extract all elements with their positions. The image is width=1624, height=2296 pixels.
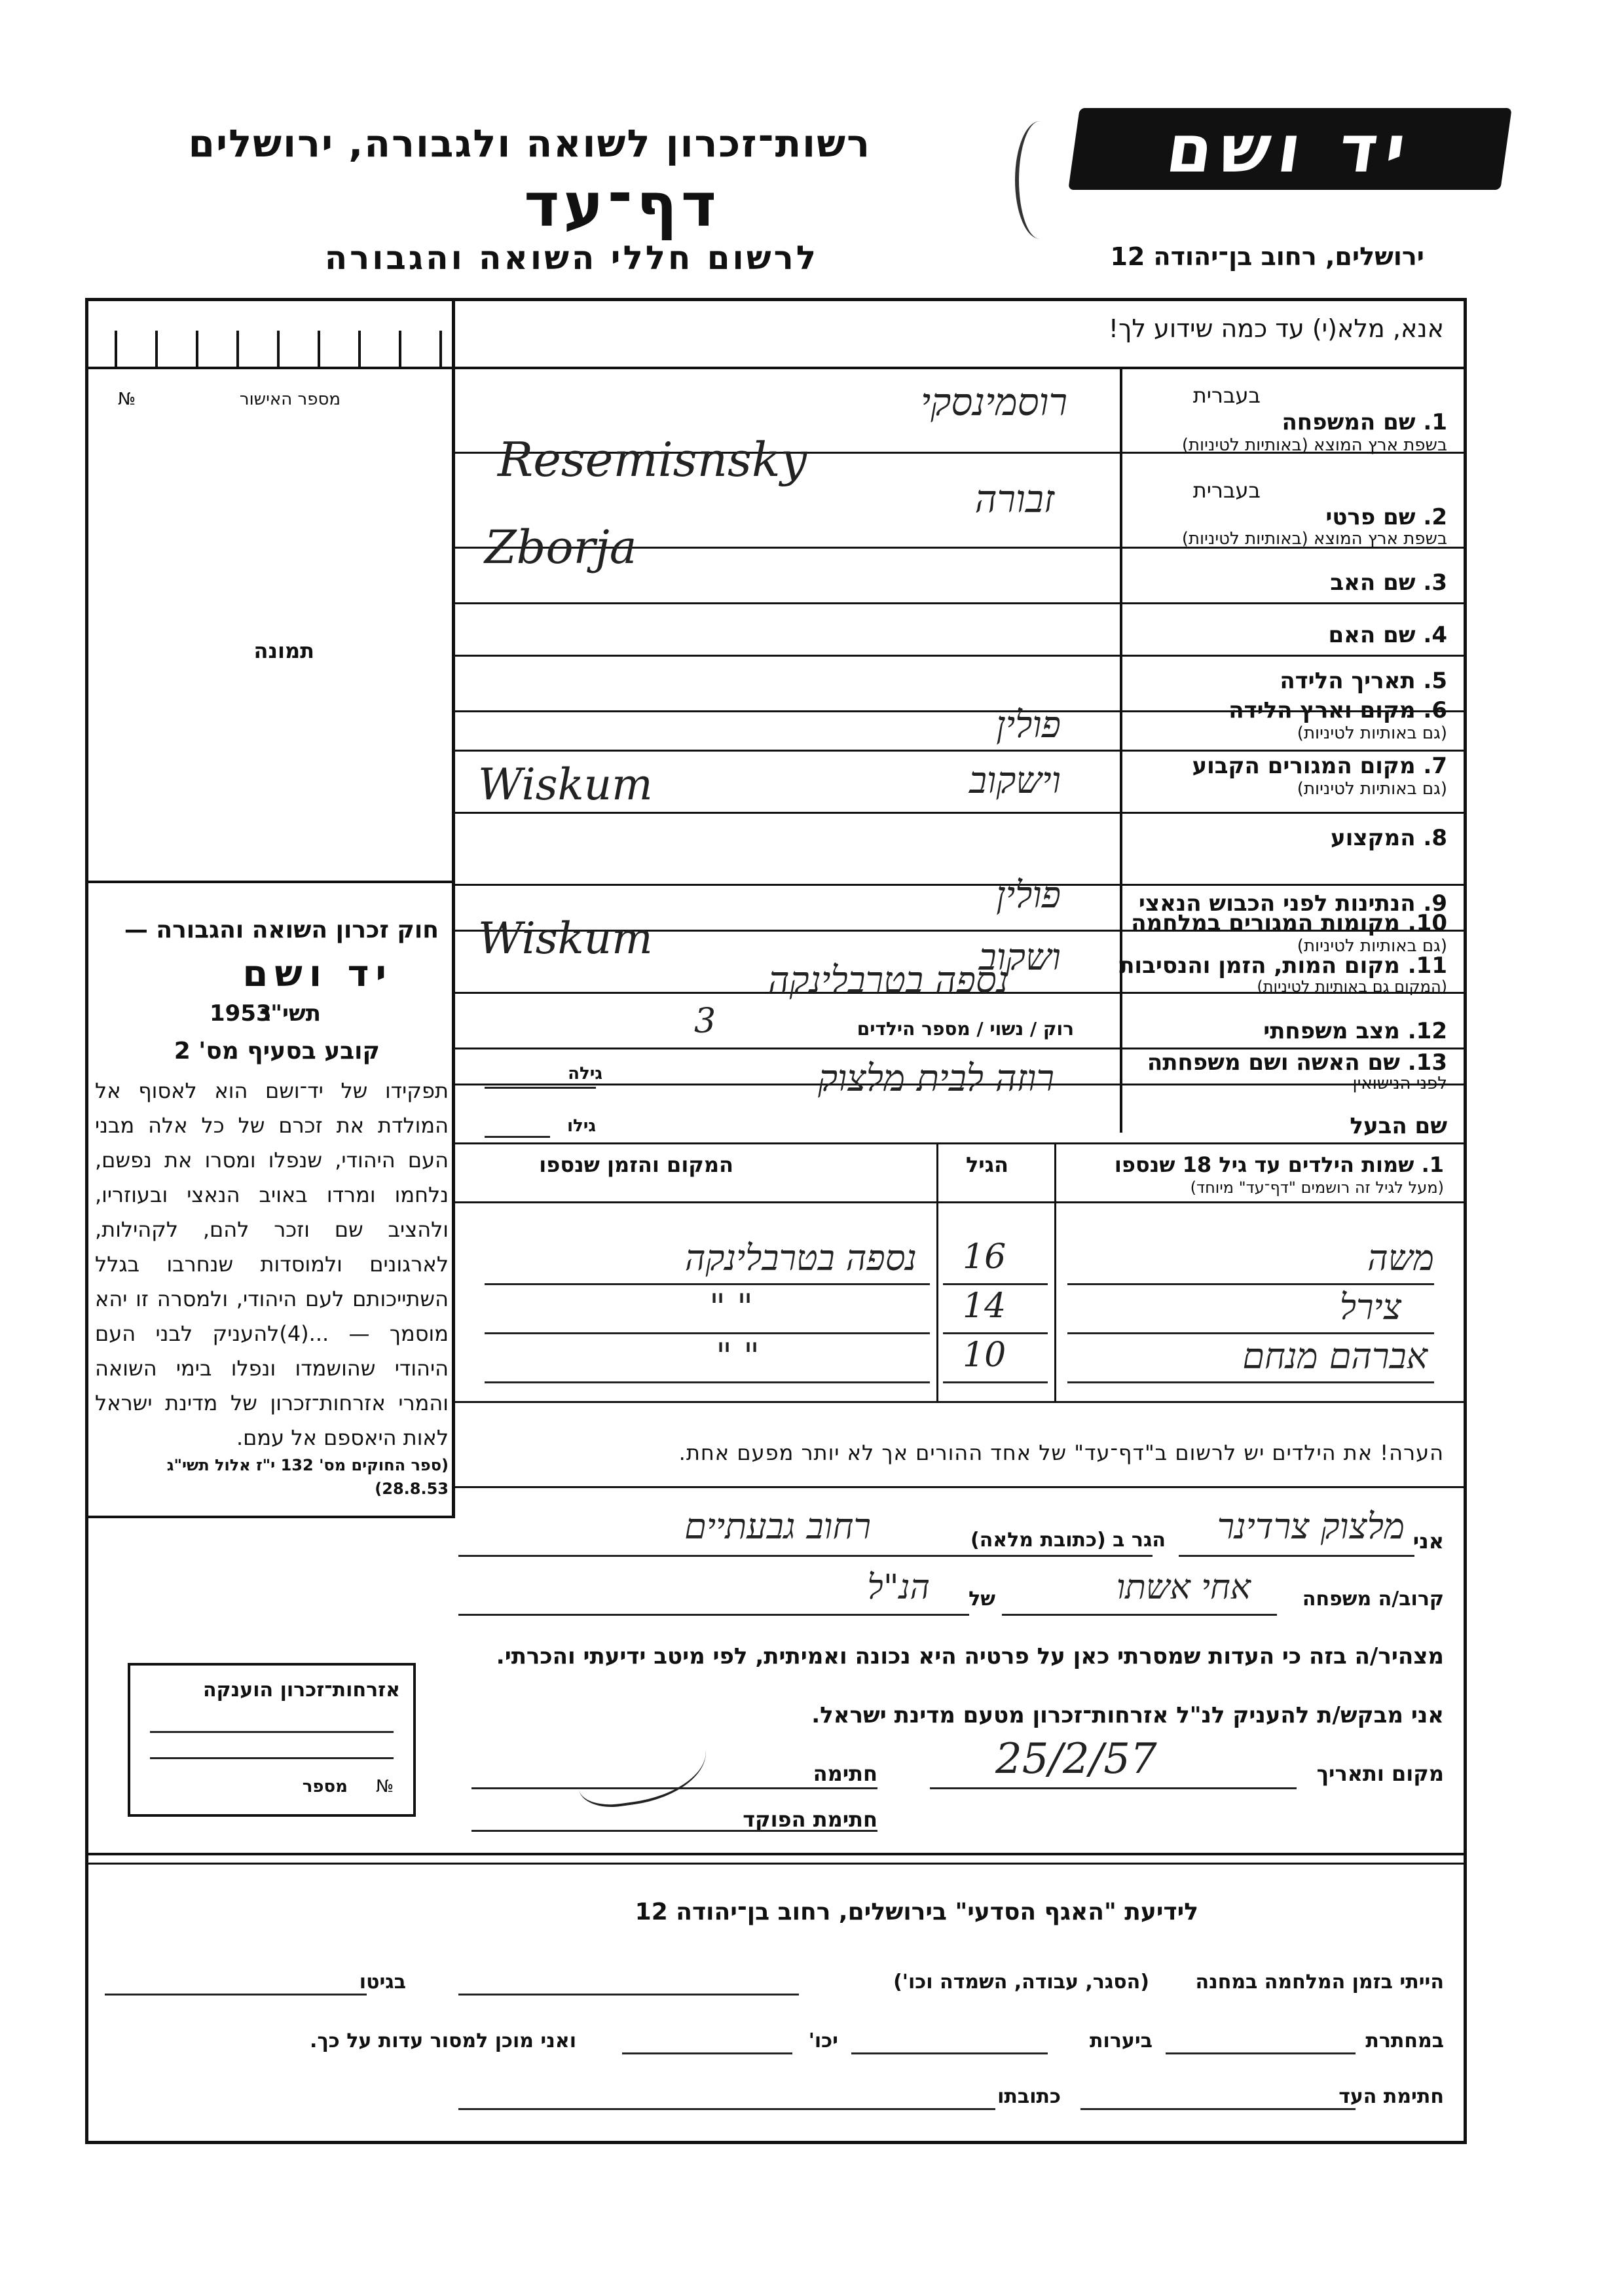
footer-line3-a: חתימת העד xyxy=(1338,2085,1444,2108)
field-1-label: 1. שם המשפחה xyxy=(1282,409,1447,435)
nationality-hebrew[interactable]: פולין xyxy=(996,874,1061,917)
law-year: 1953 xyxy=(210,1000,272,1027)
field-13-label: 13. שם האשה ושם משפחתה xyxy=(1147,1049,1447,1076)
yad-vashem-logo xyxy=(1068,108,1512,190)
citizenship-box-title: אזרחות־זכרון הוענקה xyxy=(202,1679,400,1702)
of-label: של xyxy=(969,1588,995,1611)
declarant-address[interactable]: רחוב גבעתיים xyxy=(684,1506,871,1547)
declarant-name[interactable]: מלצוק צרדינר xyxy=(1217,1506,1405,1547)
residence-hebrew[interactable]: וישקוב xyxy=(969,759,1061,802)
logo-swoosh-icon xyxy=(1015,121,1065,239)
husband-label: שם הבעל xyxy=(1350,1113,1447,1139)
surname-hebrew[interactable]: רוסמינסקי xyxy=(920,380,1067,424)
footer-line1-a: הייתי בזמן המלחמה במחנה xyxy=(1195,1971,1444,1994)
authority-title: רשות־זכרון לשואה ולגבורה, ירושלים xyxy=(188,121,871,166)
family-status-options: רוק / נשוי / מספר הילדים xyxy=(857,1018,1074,1040)
child-3-name[interactable]: אברהם מנחם xyxy=(1242,1336,1428,1377)
field-10-sub: (גם באותיות לטיניות) xyxy=(1297,936,1447,956)
place-date-label: מקום ותאריך xyxy=(1316,1761,1444,1786)
firstname-latin[interactable]: Zborja xyxy=(485,520,637,574)
declarant-address-label: הגר ב (כתובת מלאה) xyxy=(970,1529,1166,1552)
law-citation: (ספר החוקים מס' 132 י"ז אלול תשי"ג 28.8.53) xyxy=(166,1456,449,1498)
child-2-age[interactable]: 14 xyxy=(963,1286,1006,1326)
children-note: הערה! את הילדים יש לרשום ב"דף־עד" של אחד ההורים אך לא יותר מפעם אחת. xyxy=(678,1440,1444,1465)
field-2-lang: בעברית xyxy=(1192,478,1261,503)
relation-label: קרוב/ה משפחה xyxy=(1302,1588,1444,1611)
child-1-place[interactable]: נספה בטרבלינקה xyxy=(684,1237,917,1279)
child-1-age[interactable]: 16 xyxy=(963,1237,1006,1277)
form-title: דף־עד xyxy=(524,170,720,240)
citizenship-box xyxy=(128,1663,416,1817)
footer-line2-c: יכו' xyxy=(808,2030,838,2052)
request-text: אני מבקש/ת להעניק לנ"ל אזרחות־זכרון מטעם מדינת ישראל. xyxy=(811,1702,1444,1728)
official-signature-label: חתימת הפוקד xyxy=(743,1807,877,1832)
husband-age-label: גילו xyxy=(567,1116,596,1136)
instruction-text: אנא, מלא(י) עד כמה שידוע לך! xyxy=(1108,314,1444,343)
field-5-label: 5. תאריך הלידה xyxy=(1280,668,1447,694)
child-1-name[interactable]: משה xyxy=(1367,1237,1434,1279)
child-3-place[interactable]: " " xyxy=(716,1336,760,1377)
children-count[interactable]: 3 xyxy=(694,1002,716,1041)
field-11-label: 11. מקום המות, הזמן והנסיבות xyxy=(1119,953,1447,979)
relation-value[interactable]: אחי אשתו xyxy=(1116,1568,1251,1607)
law-section: קובע בסעיף מס' 2 xyxy=(174,1038,380,1065)
form-subtitle: לרשום חללי השואה והגבורה xyxy=(324,239,819,277)
field-4-label: 4. שם האם xyxy=(1328,622,1447,648)
logo-text: יד ושם xyxy=(1162,111,1418,187)
field-11-sub: (המקום גם באותיות לטיניות) xyxy=(1257,977,1447,996)
footer-line2-d: ואני מוכן למסור עדות על כך. xyxy=(310,2030,576,2052)
child-2-place[interactable]: " " xyxy=(709,1286,753,1328)
child-3-age[interactable]: 10 xyxy=(963,1336,1006,1375)
law-text: תפקידו של יד־ושם הוא לאסוף אל המולדת את זכרם של כל אלה מבני העם היהודי, שנפלו ומסרו את נפשם, נלחמו ומרדו באויב הנאצי ובעוזריו, ולהציב שם וזכר להם, לקהילות, לארגונים ולמוסדות שנחרבו בגלל השתייכותם לעם היהודי, ולמסרה זו יהא מוסמך — ...(4)להעניק לבני העם היהודי שהושמדו ונפלו בימי השואה והמרי אזרחות־זכרון של מדינת ישראל לאות היאספם אל עמם. xyxy=(95,1078,449,1450)
law-title: חוק זכרון השואה והגבורה — xyxy=(124,917,439,943)
footer-line3-b: כתובתו xyxy=(997,2085,1061,2108)
children-subtitle: (מעל לגיל זה רושמים "דף־עד" מיוחד) xyxy=(1190,1178,1444,1197)
footer-line1-c: בגיטו xyxy=(359,1971,406,1994)
field-1-lang: בעברית xyxy=(1192,383,1261,408)
wife-age-label: גילה xyxy=(568,1064,602,1084)
footer-line2-a: במחתרת xyxy=(1365,2030,1444,2052)
field-7-label: 7. מקום המגורים הקבוע xyxy=(1192,753,1447,779)
wartime-residence-latin[interactable]: Wiskum xyxy=(478,913,653,964)
footer-title: לידיעת "האגף הסדעי" בירושלים, רחוב בן־יהודה 12 xyxy=(635,1899,1198,1925)
field-10-label: 10. מקומות המגורים במלחמה xyxy=(1131,910,1447,936)
of-value[interactable]: הנ"ל xyxy=(867,1568,930,1607)
field-13-sub: לפני הנישואין xyxy=(1352,1074,1447,1093)
declarant-i-label: אני xyxy=(1412,1529,1444,1554)
firstname-hebrew[interactable]: זבורה xyxy=(974,477,1054,521)
footer-line2-b: ביערות xyxy=(1090,2030,1153,2052)
children-title: 1. שמות הילדים עד גיל 18 שנספו xyxy=(1114,1152,1444,1177)
citizenship-box-number: מספר xyxy=(302,1777,348,1796)
field-8-label: 8. המקצוע xyxy=(1331,825,1447,851)
field-2-sub: בשפת ארץ המוצא (באותיות לטיניות) xyxy=(1181,529,1447,549)
field-6-label: 6. מקום וארץ הלידה xyxy=(1228,697,1447,723)
wartime-residence-hebrew[interactable]: ושקוב xyxy=(978,936,1061,979)
number-sign-icon: № xyxy=(375,1777,394,1796)
children-age-header: הגיל xyxy=(965,1152,1008,1177)
reg-number-boxes xyxy=(115,331,442,369)
footer-line1-b: (הסגר, עבודה, השמדה וכו') xyxy=(893,1971,1149,1994)
declaration-date[interactable]: 25/2/57 xyxy=(995,1735,1157,1783)
field-7-sub: (גם באותיות לטיניות) xyxy=(1297,779,1447,799)
number-sign-icon: № xyxy=(118,390,136,409)
field-2-label: 2. שם פרטי xyxy=(1325,504,1447,530)
field-9-label: 9. הנתינות לפני הכבוש הנאצי xyxy=(1138,890,1447,917)
law-name: יד ושם xyxy=(242,953,393,995)
law-year-heb: תשי"ג xyxy=(261,1000,321,1027)
signature-label: חתימה xyxy=(813,1761,877,1786)
death-place-hebrew[interactable]: נספה בטרבלינקה xyxy=(767,959,1008,1002)
field-12-label: 12. מצב משפחתי xyxy=(1263,1018,1447,1044)
field-3-label: 3. שם האב xyxy=(1330,570,1447,596)
reg-number-label: מספר האישור xyxy=(239,390,341,409)
photo-label: תמונה xyxy=(253,638,314,663)
surname-latin[interactable]: Resemisnsky xyxy=(498,432,807,487)
children-place-header: המקום והזמן שנספו xyxy=(539,1152,733,1177)
birthplace-hebrew[interactable]: פולין xyxy=(996,704,1061,746)
residence-latin[interactable]: Wiskum xyxy=(478,759,653,810)
address: ירושלים, רחוב בן־יהודה 12 xyxy=(1110,242,1424,271)
declaration-text: מצהיר/ה בזה כי העדות שמסרתי כאן על פרטיה היא נכונה ואמיתית, לפי מיטב ידיעתי והכרתי. xyxy=(496,1643,1444,1669)
field-1-sub: בשפת ארץ המוצא (באותיות לטיניות) xyxy=(1181,435,1447,455)
child-2-name[interactable]: צירל xyxy=(1339,1286,1401,1328)
field-6-sub: (גם באותיות לטיניות) xyxy=(1297,723,1447,743)
wife-name[interactable]: רוזה לבית מלצוק xyxy=(818,1057,1054,1100)
